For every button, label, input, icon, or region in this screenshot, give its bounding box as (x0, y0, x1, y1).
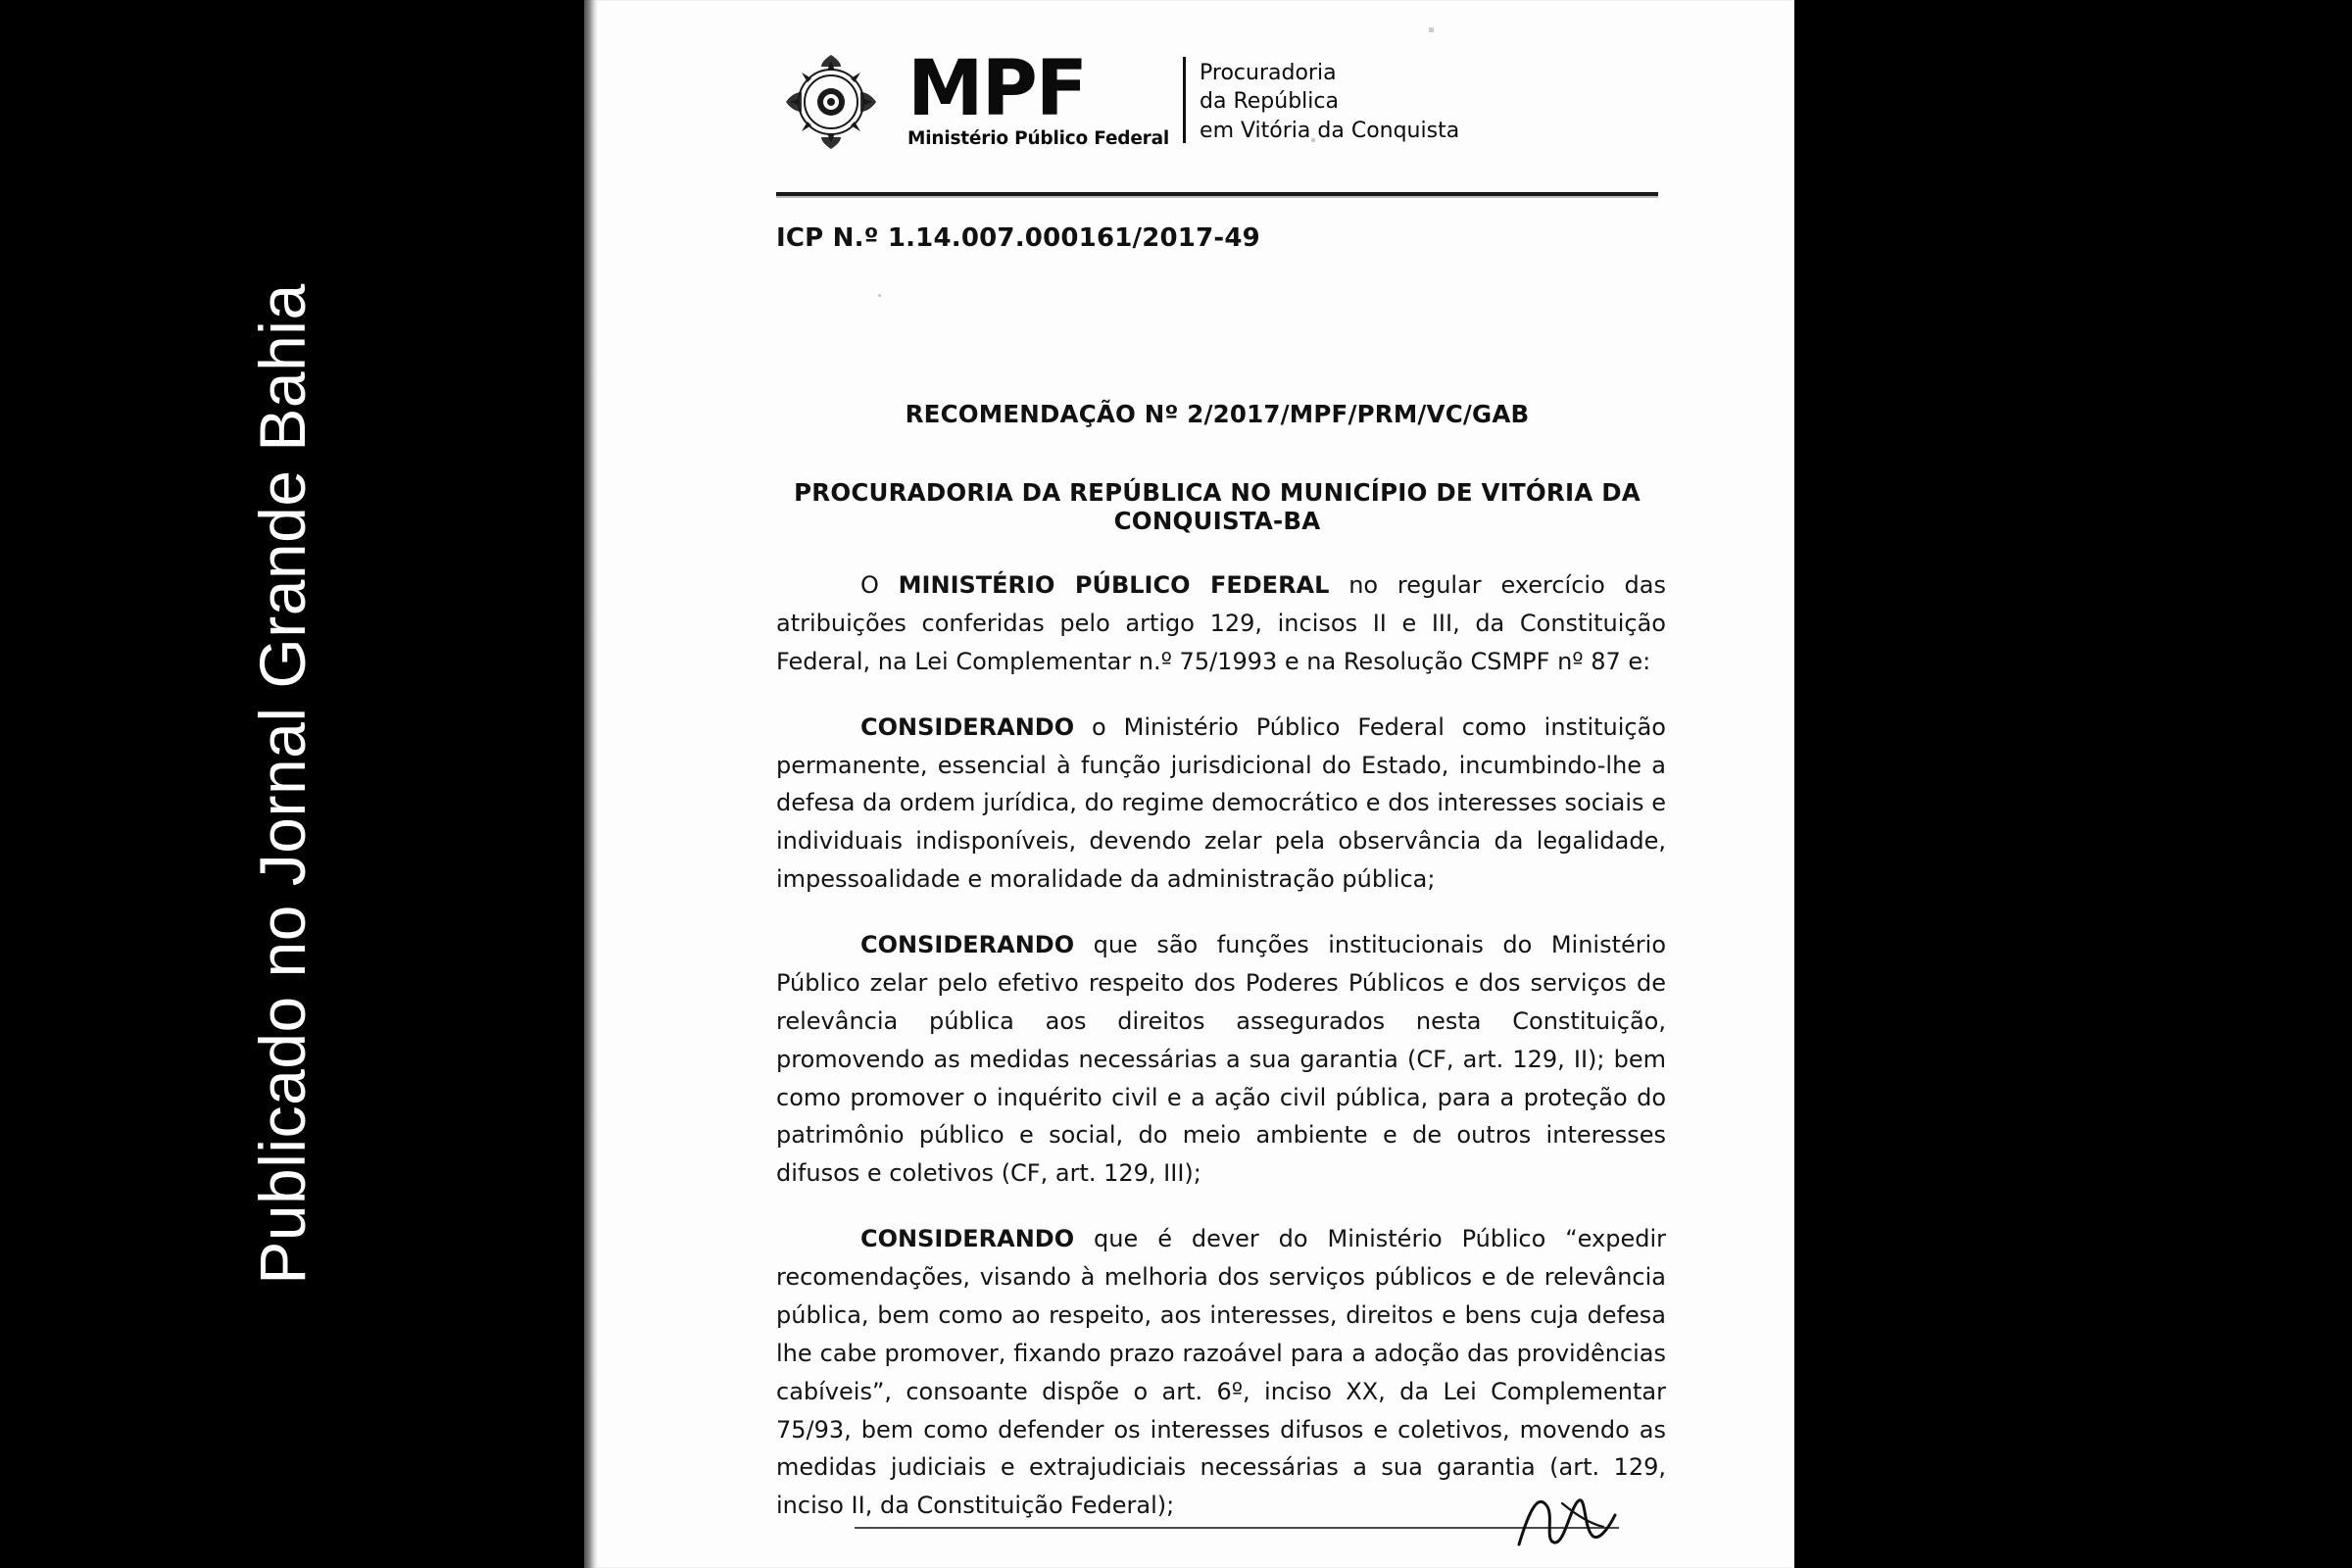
paragraph (776, 1220, 1666, 1525)
document-viewport (564, 0, 1794, 1568)
paragraph-lead-bold: CONSIDERANDO (860, 712, 1075, 741)
mpf-wordmark (907, 44, 1460, 150)
paragraph-text: o Ministério Público Federal como instituição permanente, essencial à função jurisdicional do Estado, incumbindo-lhe a defesa da ordem jurídica, do regime democrático e dos interesses sociais e individuais indisponíveis, devendo zelar pela observância da legalidade, impessoalidade e moralidade da administração pública; (776, 712, 1666, 894)
paragraph (776, 566, 1666, 681)
letterhead (780, 44, 1564, 153)
mpf-acronym-subtitle: Ministério Público Federal (907, 128, 1170, 150)
paragraph-lead-prefix: O (860, 571, 899, 599)
signature-mark (1505, 1488, 1652, 1556)
document-body (776, 566, 1666, 1552)
paragraph-lead-bold: CONSIDERANDO (860, 1225, 1075, 1253)
brasao-republica-icon (780, 51, 882, 153)
credit-band (0, 0, 564, 1568)
unit-line-1: Procuradoria (1200, 61, 1337, 86)
right-filler-band (1794, 0, 2352, 1568)
paragraph (776, 926, 1666, 1193)
letterhead-rule (776, 192, 1658, 196)
document-title: RECOMENDAÇÃO Nº 2/2017/MPF/PRM/VC/GAB (905, 400, 1530, 428)
paragraph-text: no regular exercício das atribuições conferidas pelo artigo 129, incisos II e III, da Constituição Federal, na Lei Complementar n.º 75/1993 e na Resolução CSMPF nº 87 e: (776, 571, 1666, 675)
unit-line-2: da República (1200, 89, 1339, 115)
paragraph (776, 709, 1666, 899)
document-page (584, 0, 1794, 1568)
footer-rule (855, 1527, 1619, 1529)
paragraph-text: que são funções institucionais do Ministério Público zelar pelo efetivo respeito dos Poderes Públicos e dos serviços de relevância pública aos direitos assegurados nesta Constituição, promovendo as medidas necessárias a sua garantia (CF, art. 129, II); bem como promover o inquérito civil e a ação civil pública, para a proteção do patrimônio público e social, do meio ambiente e de outros interesses difusos e coletivos (CF, art. 129, III); (776, 931, 1666, 1188)
case-number: ICP N.º 1.14.007.000161/2017-49 (776, 223, 1260, 253)
paragraph-lead-bold: CONSIDERANDO (860, 931, 1075, 958)
paragraph-lead-bold: MINISTÉRIO PÚBLICO FEDERAL (898, 571, 1330, 599)
letterhead-divider (1183, 57, 1186, 144)
paragraph-text: que é dever do Ministério Público “expedir recomendações, visando à melhoria dos serviços públicos e de relevância pública, bem como ao respeito, aos interesses, direitos e bens cuja defesa lhe cabe promover, fixando prazo razoável para a adoção das providências cabíveis”, consoante dispõe o art. 6º, inciso XX, da Lei Complementar 75/93, bem como defender os interesses difusos e coletivos, movendo as medidas judiciais e extrajudiciais necessárias a sua garantia (art. 129, inciso II, da Constituição Federal); (776, 1225, 1666, 1520)
document-subtitle: PROCURADORIA DA REPÚBLICA NO MUNICÍPIO DE VITÓRIA DA CONQUISTA-BA (794, 478, 1641, 535)
unit-line-3: em Vitória da Conquista (1200, 118, 1460, 143)
mpf-acronym: MPF (907, 44, 1087, 133)
document-content (584, 0, 1794, 1568)
credit-band-text: Publicado no Jornal Grande Bahia (246, 283, 318, 1285)
